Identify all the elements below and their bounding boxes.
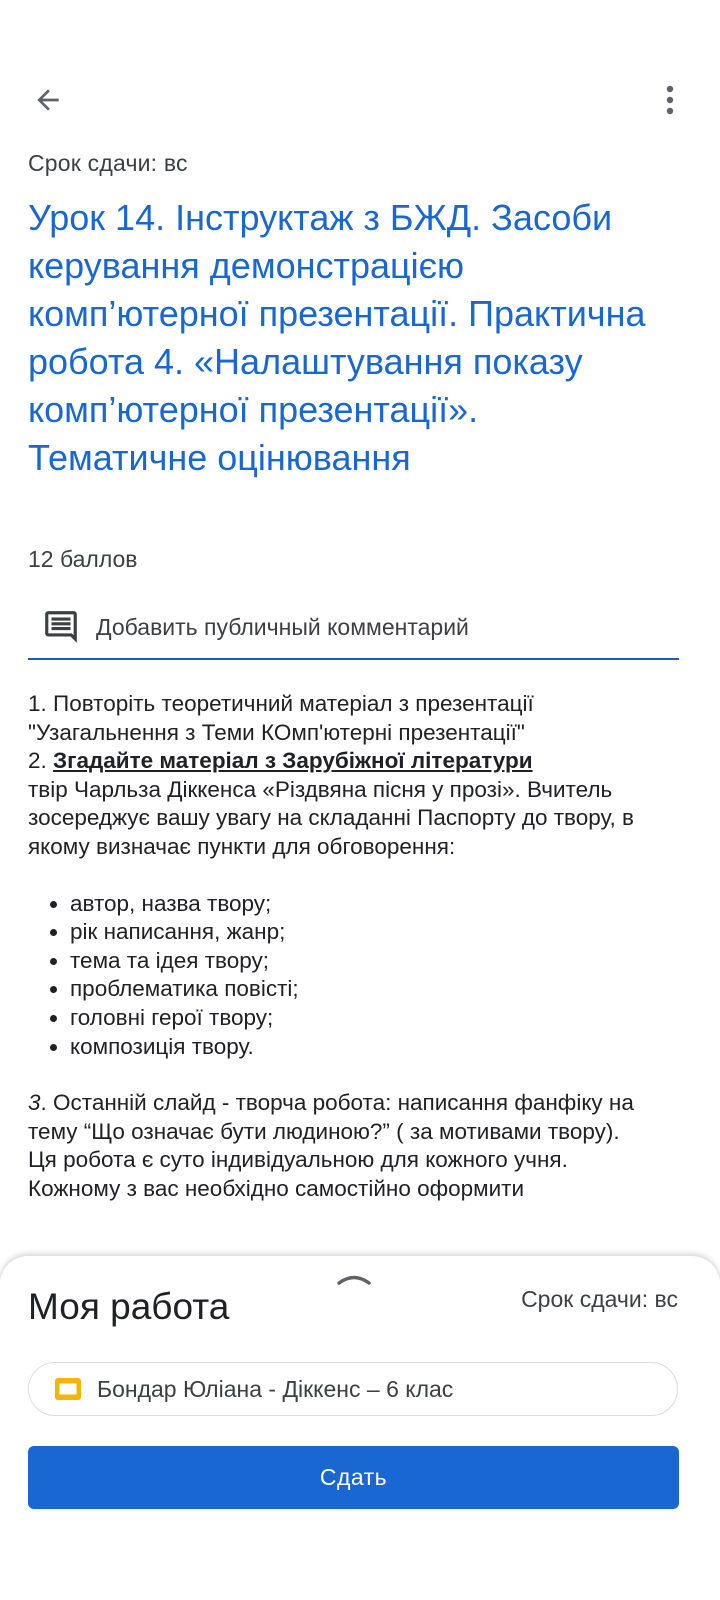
assignment-title: Урок 14. Інструктаж з БЖД. Засоби керування демонстрацією комп’ютерної презентації. Практична робота 4. «Налаштування показу комп’ютерної презентації». Тематичне оцінювання (28, 197, 646, 478)
literature-link-text: Згадайте матеріал з Зарубіжної літератури (53, 748, 533, 774)
add-comment-label: Добавить публичный комментарий (96, 613, 469, 640)
list-item: • композиція твору. (70, 1033, 688, 1062)
back-button[interactable] (24, 78, 72, 122)
chevron-up-icon[interactable] (336, 1270, 372, 1288)
my-work-title: Моя работа (28, 1286, 230, 1327)
my-work-due-date: Срок сдачи: вс (521, 1286, 678, 1312)
comment-icon (42, 603, 90, 651)
arrow-left-icon (32, 84, 64, 116)
more-options-button[interactable] (652, 78, 688, 122)
description-line: Кожному з вас необхідно самостійно оформити (28, 1175, 525, 1201)
due-date: Срок сдачи: вс (28, 150, 188, 176)
submit-button[interactable]: Сдать (28, 1446, 679, 1509)
description-line: "Узагальнення з Теми КОмп'ютерні презентації" (28, 719, 525, 745)
passport-list (28, 890, 688, 1062)
description-line: 1. Повторіть теоретичний матеріал з презентації (28, 691, 534, 716)
top-app-bar (0, 0, 720, 140)
more-vert-icon (664, 84, 676, 116)
attachment-chip[interactable] (28, 1362, 678, 1416)
description-line: Ця робота є суто індивідуальною для кожного учня. (28, 1147, 568, 1173)
points: 12 баллов (28, 546, 138, 572)
add-class-comment-button[interactable] (28, 594, 678, 660)
assignment-description (28, 690, 688, 1204)
list-item: • рік написання, жанр; (70, 918, 688, 947)
list-item: • автор, назва твору; (70, 890, 688, 919)
my-work-sheet[interactable] (0, 1256, 720, 1600)
list-item: • головні герої твору; (70, 1004, 688, 1033)
comment-divider (28, 658, 679, 660)
google-slides-icon (55, 1378, 81, 1400)
description-paragraph: 3. Останній слайд - творча робота: написання фанфіку на тему “Що означає бути людиною?” ( за мотивами твору). (28, 1090, 634, 1144)
list-item: • проблематика повісті; (70, 975, 688, 1004)
attachment-name: Бондар Юліана - Діккенс – 6 клас (97, 1375, 454, 1402)
list-item: • тема та ідея твору; (70, 947, 688, 976)
description-paragraph: 2. Згадайте матеріал з Зарубіжної літератури твір Чарльза Діккенса «Різдвяна пісня у прозі». Вчитель зосереджує вашу увагу на складанні Паспорту до твору, в якому визначає пункти для обговорення: (28, 748, 634, 859)
